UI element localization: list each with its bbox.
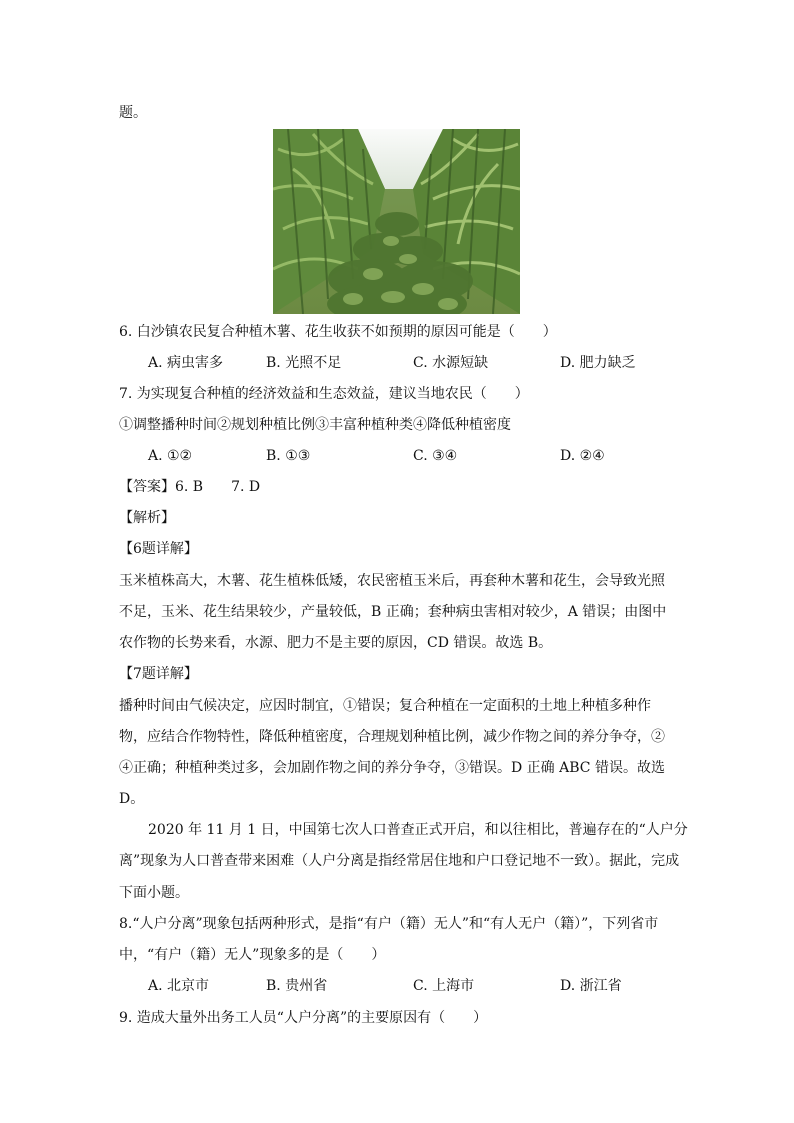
q8-option-d: D. 浙江省 [560, 978, 622, 994]
detail-7-text-4: D。 [119, 791, 145, 807]
crop-field-illustration [273, 129, 520, 314]
q6-option-a: A. 病虫害多 [148, 355, 224, 371]
question-7-items: ①调整播种时间②规划种植比例③丰富种植种类④降低种植密度 [119, 417, 511, 433]
detail-6-text-2: 不足，玉米、花生结果较少，产量较低，B 正确；套种病虫害相对较少，A 错误；由图中 [119, 604, 667, 620]
detail-7-text-1: 播种时间由气候决定，应因时制宜，①错误；复合种植在一定面积的土地上种植多种作 [119, 698, 651, 714]
question-7: 7. 为实现复合种植的经济效益和生态效益，建议当地农民（ ） [119, 386, 529, 402]
detail-7-text-3: ④正确；种植种类过多，会加剧作物之间的养分争夺，③错误。D 正确 ABC 错误。故选 [119, 760, 665, 776]
answer-line: 【答案】6. B 7. D [119, 479, 261, 495]
q7-option-b: B. ①③ [266, 448, 311, 464]
q6-option-c: C. 水源短缺 [413, 355, 489, 371]
detail-7-text-2: 物，应结合作物特性，降低种植密度，合理规划种植比例，减少作物之间的养分争夺，② [119, 729, 665, 745]
passage-text-1: 2020 年 11 月 1 日，中国第七次人口普查正式开启，和以往相比，普遍存在的“人户分 [148, 822, 688, 838]
passage-text-2: 离”现象为人口普查带来困难（人户分离是指经常居住地和户口登记地不一致）。据此，完成 [119, 853, 680, 869]
question-8-line-1: 8.“人户分离”现象包括两种形式，是指“有户（籍）无人”和“有人无户（籍）”，下列省市 [119, 916, 659, 932]
crop-field-photo [273, 129, 520, 314]
q6-option-b: B. 光照不足 [266, 355, 342, 371]
q7-option-d: D. ②④ [560, 448, 605, 464]
question-6: 6. 白沙镇农民复合种植木薯、花生收获不如预期的原因可能是（ ） [119, 324, 557, 340]
q7-option-c: C. ③④ [413, 448, 458, 464]
detail-7-heading: 【7题详解】 [119, 666, 198, 682]
detail-6-text-3: 农作物的长势来看，水源、肥力不是主要的原因，CD 错误。故选 B。 [119, 635, 553, 651]
q8-option-a: A. 北京市 [148, 978, 210, 994]
q8-option-c: C. 上海市 [413, 978, 475, 994]
q8-option-b: B. 贵州省 [266, 978, 328, 994]
detail-6-heading: 【6题详解】 [119, 541, 198, 557]
question-8-line-2: 中，“有户（籍）无人”现象多的是（ ） [119, 947, 386, 963]
question-9: 9. 造成大量外出务工人员“人户分离”的主要原因有（ ） [119, 1010, 488, 1026]
q6-option-d: D. 肥力缺乏 [560, 355, 636, 371]
q7-option-a: A. ①② [148, 448, 193, 464]
passage-text-3: 下面小题。 [119, 885, 189, 901]
analysis-heading: 【解析】 [119, 510, 175, 526]
detail-6-text-1: 玉米植株高大，木薯、花生植株低矮，农民密植玉米后，再套种木薯和花生，会导致光照 [119, 573, 665, 589]
question-continuation: 题。 [119, 105, 147, 121]
